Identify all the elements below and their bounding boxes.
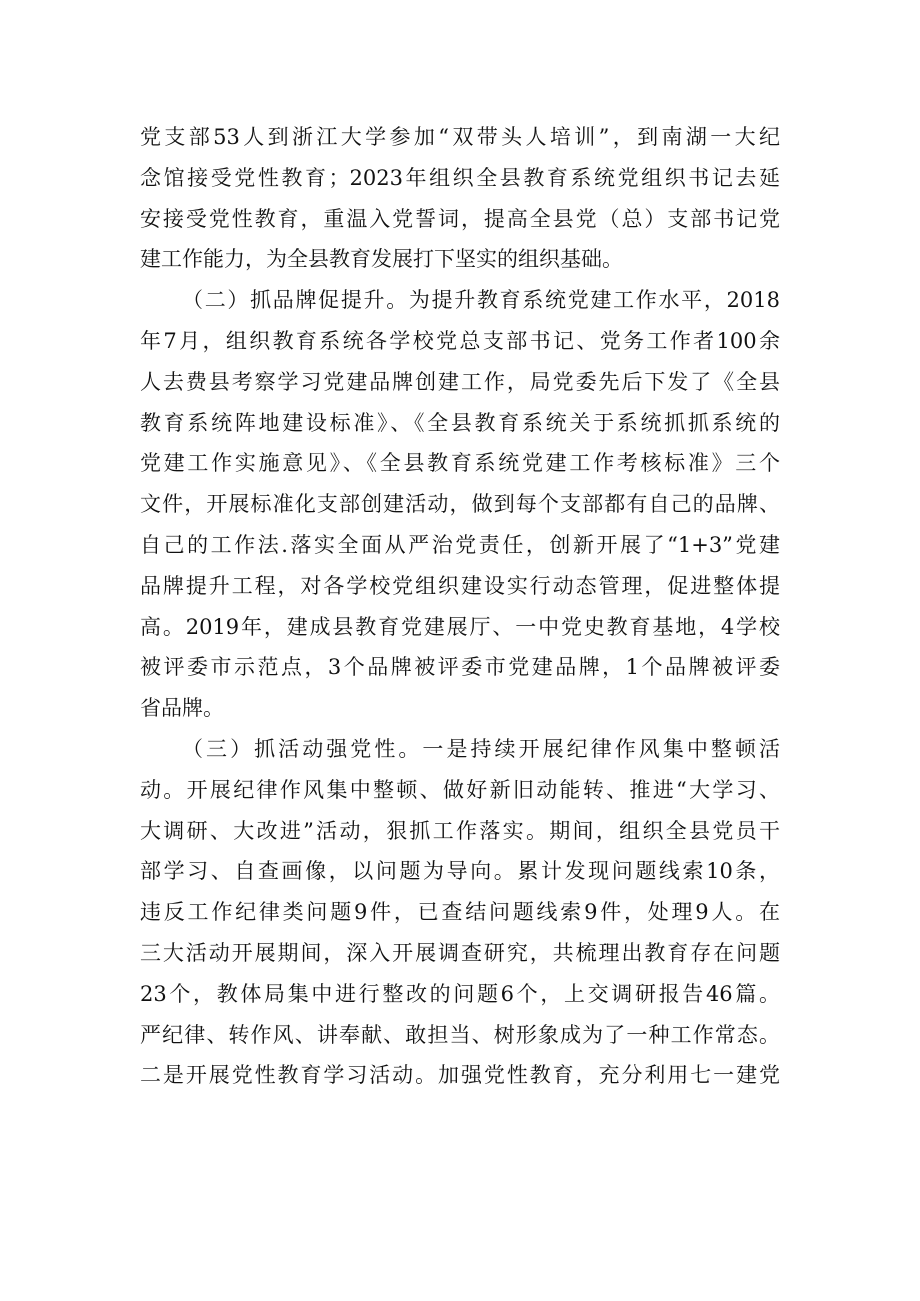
document-body — [140, 117, 780, 1096]
paragraph-brand-promotion — [140, 280, 780, 729]
text-line: 年7月，组织教育系统各学校党总支部书记、党务工作者100余 — [140, 328, 780, 353]
text-line: 23个，教体局集中进行整改的问题6个，上交调研报告46篇。 — [140, 981, 780, 1006]
text-line: 文件，开展标准化支部创建活动，做到每个支部都有自己的品牌、 — [140, 492, 780, 517]
text-line: 部学习、自查画像，以问题为导向。累计发现问题线索10条， — [140, 859, 780, 884]
text-line: 品牌提升工程，对各学校党组织建设实行动态管理，促进整体提 — [140, 573, 780, 598]
paragraph-activity-party-spirit — [140, 729, 780, 1096]
text-line: （三）抓活动强党性。一是持续开展纪律作风集中整顿活 — [182, 736, 780, 761]
text-line: 违反工作纪律类问题9件，已查结问题线索9件，处理9人。在 — [140, 900, 780, 925]
text-line: 动。开展纪律作风集中整顿、做好新旧动能转、推进“大学习、 — [140, 777, 780, 802]
text-line: 建工作能力，为全县教育发展打下坚实的组织基础。 — [140, 247, 623, 272]
text-line: 高。2019年，建成县教育党建展厅、一中党史教育基地，4学校 — [140, 614, 780, 639]
text-line: 教育系统阵地建设标准》、《全县教育系统关于系统抓抓系统的 — [140, 410, 780, 435]
text-line: 严纪律、转作风、讲奉献、敢担当、树形象成为了一种工作常态。 — [140, 1022, 780, 1047]
text-line: 二是开展党性教育学习活动。加强党性教育，充分利用七一建党 — [140, 1063, 780, 1088]
text-line: 党建工作实施意见》、《全县教育系统党建工作考核标准》三个 — [140, 451, 780, 476]
text-line: 人去费县考察学习党建品牌创建工作，局党委先后下发了《全县 — [140, 369, 780, 394]
paragraph-party-education-continuation — [140, 117, 780, 280]
text-line: 大调研、大改进”活动，狠抓工作落实。期间，组织全县党员干 — [140, 818, 780, 843]
text-line: 党支部53人到浙江大学参加“双带头人培训”，到南湖一大纪 — [140, 125, 780, 149]
text-line: 念馆接受党性教育；2023年组织全县教育系统党组织书记去延 — [140, 165, 780, 190]
text-line: 自己的工作法.落实全面从严治党责任，创新开展了“1+3”党建 — [140, 532, 780, 557]
text-line: 安接受党性教育，重温入党誓词，提高全县党（总）支部书记党 — [140, 206, 780, 231]
text-line: 被评委市示范点，3个品牌被评委市党建品牌，1个品牌被评委 — [140, 655, 780, 680]
text-line: 三大活动开展期间，深入开展调查研究，共梳理出教育存在问题 — [140, 940, 780, 965]
text-line: 省品牌。 — [140, 696, 224, 721]
text-line: （二）抓品牌促提升。为提升教育系统党建工作水平，2018 — [182, 288, 780, 313]
